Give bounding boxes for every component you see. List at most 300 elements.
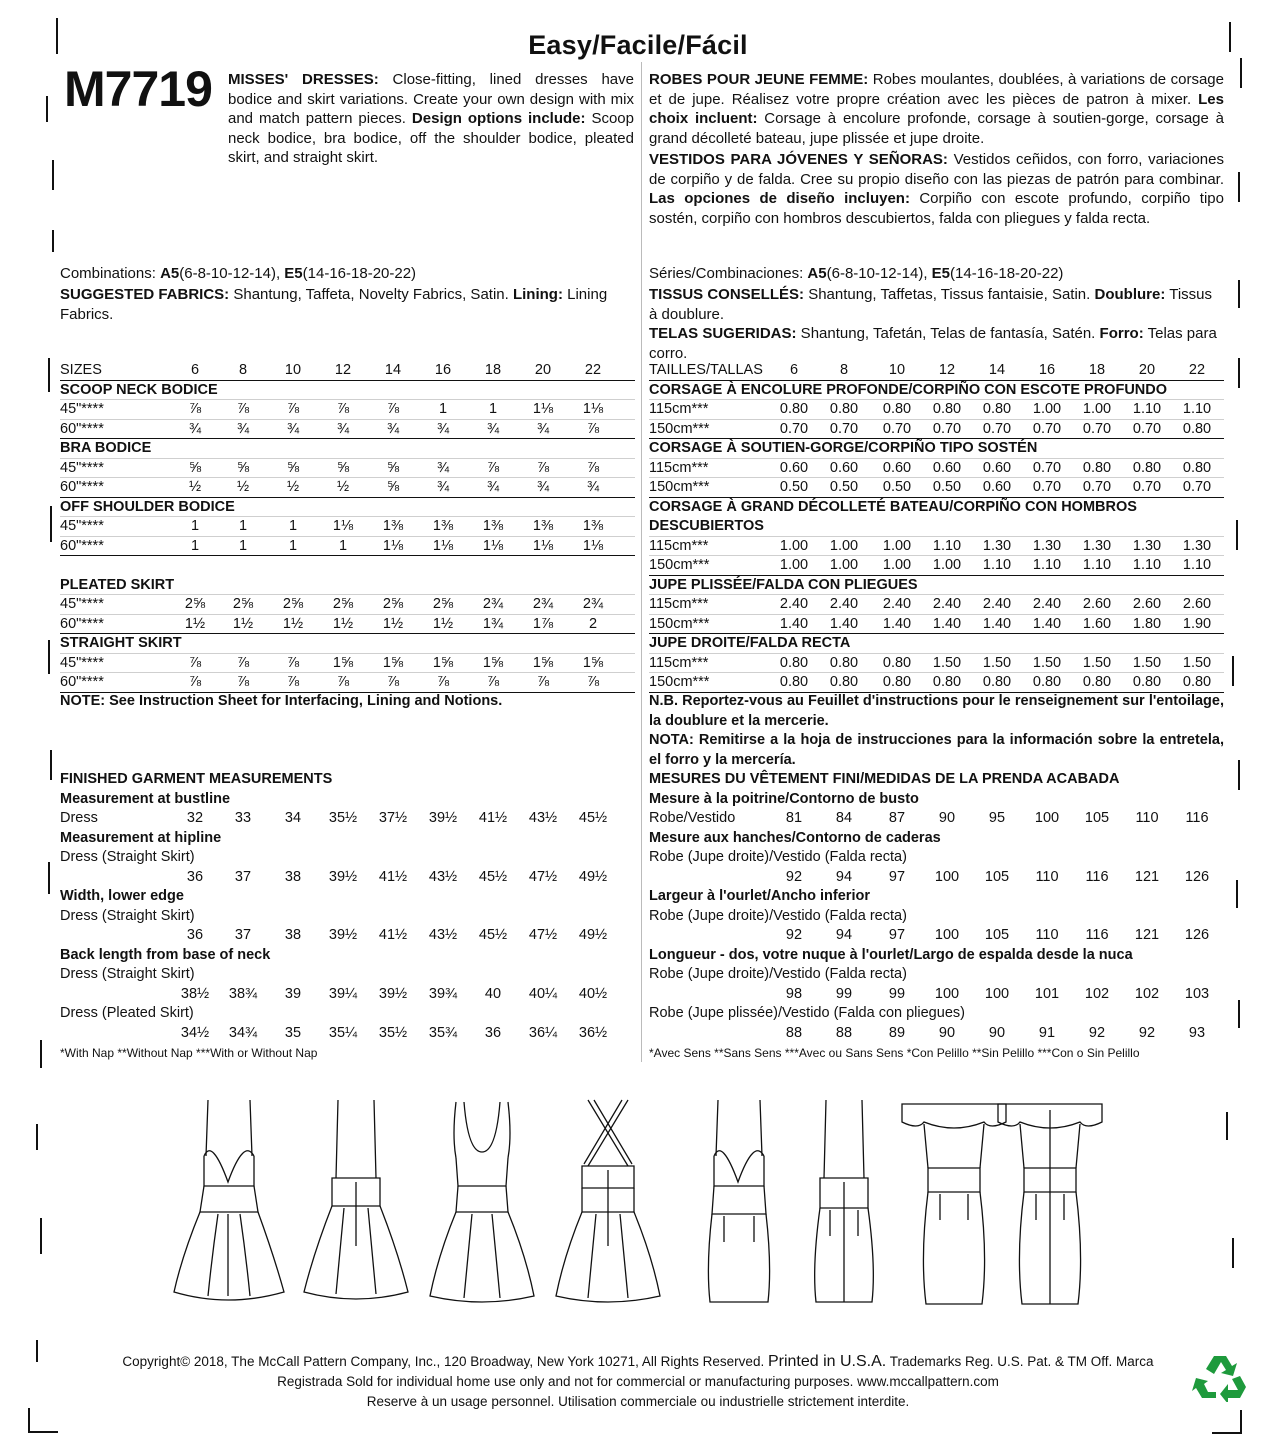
yardage-cell: ⅞ — [336, 401, 350, 417]
measurement-cell: 97 — [888, 868, 906, 885]
yardage-cell: ¾ — [188, 420, 202, 437]
yardage-row — [60, 420, 635, 440]
garment-label: Dress (Pleated Skirt) — [60, 1005, 194, 1021]
size-cell: 6 — [190, 362, 200, 378]
yardage-cell: 0.80 — [882, 674, 912, 690]
measurement-cell: 95 — [988, 810, 1006, 826]
crop-mark — [1238, 172, 1240, 202]
crop-mark — [1236, 520, 1238, 550]
measurement-cell: 110 — [1135, 810, 1159, 826]
fabric-width-label: 45"**** — [60, 654, 104, 671]
measurement-cell: 41½ — [478, 810, 508, 826]
yardage-row — [649, 420, 1224, 440]
design-options-fr-text: Corsage à encolure profonde, corsage à soutien-gorge, corsage à grand décolleté bateau, jupe plissée et jupe droite. — [649, 110, 1225, 147]
yardage-cell: 1.40 — [982, 615, 1012, 632]
yardage-cell: 1.50 — [982, 654, 1012, 671]
yardage-cell: 2.40 — [982, 596, 1012, 612]
yardage-row — [60, 517, 635, 537]
measurement-cell: 100 — [934, 868, 960, 885]
yardage-cell: ⅞ — [286, 401, 300, 417]
measurement-cell: 91 — [1038, 1024, 1056, 1041]
yardage-cell: ¾ — [286, 420, 300, 437]
description-fr-text: Robes moulantes, doublées, à variations de corsage et de jupe. Réalisez votre propre création avec les pièces de patron à mixer. — [649, 71, 1224, 108]
yardage-cell: 1⅜ — [482, 518, 504, 534]
measurement-row — [60, 809, 635, 829]
sketch-bra-pleated-back — [296, 1096, 416, 1316]
yardage-cell: 1½ — [232, 615, 254, 632]
yardage-cell: 1.50 — [932, 654, 962, 671]
crop-mark — [1240, 58, 1242, 88]
recycle-icon — [1192, 1352, 1248, 1402]
measurement-row — [60, 926, 635, 946]
yardage-cell: ⅞ — [236, 654, 250, 671]
measurement-label-row — [649, 907, 1224, 927]
trademark-text: Trademarks Reg. U.S. Pat. & TM Off. Marca — [886, 1354, 1154, 1369]
yardage-cell: ⅞ — [486, 674, 500, 690]
measurement-group-label: Measurement at hipline — [60, 829, 222, 846]
yardage-cell: 1⅜ — [382, 518, 404, 534]
note-fr: N.B. Reportez-vous au Feuillet d'instructions pour le renseignement sur l'entoilage, la doublure et la mercerie. — [649, 693, 1224, 729]
measurement-cell: 87 — [888, 810, 906, 826]
fabrics-en-lead: SUGGESTED FABRICS: — [60, 286, 230, 303]
measurement-cell: 37 — [234, 868, 252, 885]
yardage-cell: 1.40 — [779, 615, 809, 632]
description-en — [228, 70, 634, 168]
combination-e5: E5 — [284, 265, 303, 282]
yardage-row — [60, 537, 635, 557]
measurement-cell: 81 — [785, 810, 803, 826]
fabric-width-label: 45"**** — [60, 518, 104, 534]
yardage-cell: 0.50 — [932, 479, 962, 495]
measurement-cell: 94 — [835, 868, 853, 885]
lining-en-text: Lining Fabrics. — [60, 286, 608, 323]
design-options-es-lead: Las opciones de diseño incluyen: — [649, 190, 910, 207]
measurement-row — [60, 868, 635, 888]
yardage-cell: 1.00 — [829, 537, 859, 554]
yardage-cell: 1⅛ — [532, 537, 554, 554]
yardage-row — [60, 615, 635, 635]
yardage-cell: 0.60 — [982, 459, 1012, 476]
garment-label: Dress — [60, 810, 98, 826]
measurement-cell: 88 — [835, 1024, 853, 1041]
crop-mark — [1240, 1410, 1242, 1434]
yardage-cell: 1 — [190, 518, 200, 534]
yardage-cell: 1½ — [432, 615, 454, 632]
sketch-scoop-pleated-front — [422, 1096, 542, 1316]
measurement-cell: 39¾ — [428, 985, 458, 1002]
measurement-label-row — [60, 1004, 635, 1024]
yardage-cell: 1.10 — [1082, 557, 1112, 573]
measurement-cell: 92 — [1138, 1024, 1156, 1041]
yardage-cell: 1⅜ — [582, 518, 604, 534]
yardage-cell: 0.50 — [779, 479, 809, 495]
combination-e5: E5 — [931, 265, 951, 282]
measurement-cell: 36 — [186, 927, 204, 943]
crop-mark — [50, 750, 52, 780]
yardage-cell: 1.30 — [1032, 537, 1062, 554]
fabrics-en — [60, 285, 635, 324]
yardage-cell: ⅞ — [286, 654, 300, 671]
yardage-cell: 0.80 — [829, 401, 859, 417]
yardage-cell: 0.80 — [829, 674, 859, 690]
yardage-row — [60, 459, 635, 479]
yardage-cell: 1½ — [332, 615, 354, 632]
measurement-cell: 90 — [938, 1024, 956, 1041]
size-cell: 22 — [1188, 362, 1206, 378]
measurement-group-label: Back length from base of neck — [60, 946, 271, 963]
measurement-cell: 34½ — [180, 1024, 210, 1041]
yardage-cell: 1 — [238, 537, 248, 554]
yardage-cell: 1.40 — [829, 615, 859, 632]
crop-mark — [1238, 280, 1240, 308]
yardage-cell: 1.00 — [1082, 401, 1112, 417]
description-en-text: Close-fitting, lined dresses have bodice and skirt variations. Create your own design with mix and match pattern pieces. — [228, 71, 634, 127]
measurement-cell: 84 — [835, 810, 853, 826]
yardage-row — [649, 400, 1224, 420]
view-title: CORSAGE À GRAND DÉCOLLETÉ BATEAU/CORPIÑO CON HOMBROS DESCUBIERTOS — [649, 498, 1137, 534]
size-cell: 20 — [534, 362, 552, 378]
fabric-width-label: 115cm*** — [649, 654, 709, 671]
garment-label: Robe (Jupe droite)/Vestido (Falda recta) — [649, 849, 907, 865]
measurement-cell: 34¾ — [228, 1024, 258, 1041]
nap-footnote-en: *With Nap **Without Nap ***With or Without Nap — [60, 1046, 318, 1060]
sizes-label: SIZES — [60, 362, 102, 378]
yardage-cell: 0.70 — [1032, 479, 1062, 495]
yardage-cell: 1½ — [282, 615, 304, 632]
measurement-cell: 43½ — [528, 810, 558, 826]
yardage-cell: 1.10 — [1132, 557, 1162, 573]
yardage-row — [649, 615, 1224, 635]
combination-e5-sizes: (14-16-18-20-22) — [302, 265, 417, 282]
fabric-width-label: 150cm*** — [649, 615, 710, 632]
garment-label: Robe (Jupe plissée)/Vestido (Falda con pliegues) — [649, 1005, 965, 1021]
column-divider — [641, 62, 642, 1062]
yardage-cell: 2.40 — [779, 596, 809, 612]
yardage-cell: 2¾ — [532, 596, 554, 612]
combination-a5: A5 — [807, 265, 827, 282]
fabric-width-label: 150cm*** — [649, 479, 710, 495]
yardage-cell: ⅞ — [386, 674, 400, 690]
measurement-cell: 45½ — [578, 810, 608, 826]
size-cell: 8 — [238, 362, 248, 378]
yardage-cell: 1.40 — [1032, 615, 1062, 632]
measurement-cell: 40 — [484, 985, 502, 1002]
yardage-cell: 0.80 — [882, 401, 912, 417]
sketch-bra-pleated-front — [170, 1096, 290, 1316]
yardage-cell: ⅞ — [188, 401, 202, 417]
measurement-cell: 110 — [1035, 927, 1059, 943]
measurement-cell: 36½ — [578, 1024, 608, 1041]
crop-mark — [1212, 1432, 1242, 1434]
yardage-cell: 2⅝ — [332, 596, 354, 612]
note-es: NOTA: Remitirse a la hoja de instrucciones para la información sobre la entretela, el forro y la mercería. — [649, 732, 1224, 768]
measurement-cell: 98 — [785, 985, 803, 1002]
measurement-cell: 99 — [888, 985, 906, 1002]
yardage-cell: 1¾ — [482, 615, 504, 632]
measurement-label-row — [60, 848, 635, 868]
description-es — [649, 150, 1224, 228]
design-options-fr-lead: Les choix incluent: — [649, 90, 1224, 127]
yardage-cell: 1⅛ — [482, 537, 504, 554]
combination-e5-sizes: (14-16-18-20-22) — [950, 265, 1064, 282]
garment-label: Dress (Straight Skirt) — [60, 849, 195, 865]
fabric-width-label: 115cm*** — [649, 596, 709, 612]
yardage-cell: 1⅜ — [532, 518, 554, 534]
crop-mark — [1238, 760, 1240, 790]
description-en-lead: MISSES' DRESSES: — [228, 71, 379, 88]
yardage-cell: 0.70 — [1082, 420, 1112, 437]
yardage-cell: ½ — [188, 479, 202, 495]
description-fr — [649, 70, 1224, 148]
measurement-cell: 37 — [234, 927, 252, 943]
fabrics-es-lead: TELAS SUGERIDAS: — [649, 325, 797, 342]
crop-mark — [40, 1040, 42, 1068]
yardage-cell: 0.80 — [779, 654, 809, 671]
crop-mark — [52, 230, 54, 252]
combinations-fr-label: Séries/Combinaciones: — [649, 265, 808, 282]
yardage-row — [60, 400, 635, 420]
yardage-cell: 0.80 — [1132, 459, 1162, 476]
yardage-cell: ⅝ — [386, 459, 400, 476]
yardage-cell: 0.70 — [882, 420, 912, 437]
measurement-cell: 116 — [1085, 868, 1109, 885]
measurement-cell: 47½ — [528, 927, 558, 943]
yardage-cell: 0.80 — [1082, 459, 1112, 476]
yardage-cell: 0.60 — [779, 459, 809, 476]
combinations-en-label: Combinations: — [60, 265, 161, 282]
yardage-cell: 0.80 — [1182, 674, 1212, 690]
design-options-es-text: Corpiño con escote profundo, corpiño tipo sostén, corpiño con hombros descubiertos, falda con pliegues y falda recta. — [649, 190, 1224, 227]
copyright-line-2: Registrada Sold for individual home use only and not for commercial or manufacturing purposes. www.mccallpattern.com — [277, 1374, 999, 1389]
view-section-title — [60, 439, 635, 459]
measurement-cell: 39½ — [428, 810, 458, 826]
yardage-cell: 1 — [438, 401, 448, 417]
measurement-cell: 35 — [284, 1024, 302, 1041]
view-title: CORSAGE À SOUTIEN-GORGE/CORPIÑO TIPO SOSTÉN — [649, 440, 1038, 456]
crop-mark — [1232, 1238, 1234, 1268]
yardage-cell: 1⅜ — [432, 518, 454, 534]
size-cell: 20 — [1138, 362, 1156, 378]
measurement-cell: 38¾ — [228, 985, 258, 1002]
yardage-cell: 1.00 — [882, 537, 912, 554]
yardage-cell: 1⅞ — [532, 615, 554, 632]
printed-in: Printed in U.S.A. — [767, 1353, 887, 1370]
yardage-cell: 1.00 — [882, 557, 912, 573]
yardage-cell: 2.40 — [829, 596, 859, 612]
copyright-text: Copyright© 2018, The McCall Pattern Company, Inc., 120 Broadway, New York 10271, All Rights Reserved. — [122, 1354, 768, 1369]
yardage-cell: 2.60 — [1132, 596, 1162, 612]
yardage-row — [649, 673, 1224, 693]
fabrics-fr-text: Shantung, Taffetas, Tissus fantaisie, Satin. — [804, 286, 1095, 303]
nap-footnote-fr-es: *Avec Sens **Sans Sens ***Avec ou Sans Sens *Con Pelillo **Sin Pelillo ***Con o Sin Pelillo — [649, 1046, 1140, 1060]
yardage-cell: 1.40 — [932, 615, 962, 632]
yardage-cell: ¾ — [386, 420, 400, 437]
yardage-cell: ½ — [336, 479, 350, 495]
yardage-cell: 1⅛ — [582, 401, 604, 417]
fabric-width-label: 45"**** — [60, 459, 104, 476]
yardage-cell: ⅞ — [386, 401, 400, 417]
combinations-en — [60, 264, 416, 284]
yardage-cell: 1⅝ — [332, 654, 354, 671]
yardage-cell: ¾ — [236, 420, 250, 437]
fabrics-en-text: Shantung, Taffeta, Novelty Fabrics, Satin. — [229, 286, 513, 303]
yardage-cell: ⅝ — [236, 459, 250, 476]
measurement-cell: 37½ — [378, 810, 408, 826]
yardage-cell: 0.80 — [1182, 420, 1212, 437]
yardage-cell: 1 — [338, 537, 348, 554]
yardage-cell: ⅝ — [286, 459, 300, 476]
yardage-cell: ¾ — [536, 420, 550, 437]
crop-mark — [28, 1431, 58, 1433]
measurement-group-label: Mesure à la poitrine/Contorno de busto — [649, 790, 919, 807]
yardage-cell: 0.80 — [779, 674, 809, 690]
lining-es-lead: Forro: — [1099, 325, 1144, 342]
yardage-cell: 1.00 — [779, 537, 809, 554]
view-title: STRAIGHT SKIRT — [60, 635, 182, 651]
measurement-cell: 38 — [284, 927, 302, 943]
measurements-table-fr — [649, 770, 1224, 1043]
yardage-cell: 1 — [238, 518, 248, 534]
measurement-cell: 121 — [1134, 927, 1160, 943]
measurement-cell: 100 — [934, 927, 960, 943]
crop-mark — [36, 1124, 38, 1150]
yardage-cell: 0.80 — [982, 401, 1012, 417]
sketch-offshoulder-straight-back — [990, 1096, 1110, 1316]
yardage-cell: 1⅝ — [482, 654, 504, 671]
measurement-cell: 121 — [1134, 868, 1160, 885]
lining-en-lead: Lining: — [512, 286, 563, 303]
description-es-lead: VESTIDOS PARA JÓVENES Y SEÑORAS: — [649, 151, 948, 168]
yardage-cell: 1⅝ — [432, 654, 454, 671]
measurement-cell: 41½ — [378, 927, 408, 943]
combination-a5-sizes: (6-8-10-12-14), — [179, 265, 285, 282]
yardage-cell: 1.00 — [829, 557, 859, 573]
design-options-en-lead: Design options include: — [411, 110, 586, 127]
yardage-cell: 0.80 — [982, 674, 1012, 690]
yardage-cell: 0.70 — [779, 420, 809, 437]
yardage-cell: 2 — [588, 615, 598, 632]
measurement-group-title — [649, 887, 1224, 907]
measurement-cell: 38½ — [180, 985, 210, 1002]
measurement-group-title — [649, 946, 1224, 966]
yardage-cell: 0.70 — [932, 420, 962, 437]
yardage-cell: 1.60 — [1082, 615, 1112, 632]
crop-mark — [1232, 656, 1234, 686]
yardage-cell: 2.60 — [1182, 596, 1212, 612]
description-fr-lead: ROBES POUR JEUNE FEMME: — [649, 71, 869, 88]
size-cell: 6 — [789, 362, 799, 378]
yardage-cell: 1.50 — [1182, 654, 1212, 671]
yardage-row — [649, 556, 1224, 576]
yardage-cell: ⅞ — [188, 674, 202, 690]
measurement-group-title — [60, 887, 635, 907]
measurements-title: MESURES DU VÊTEMENT FINI/MEDIDAS DE LA PRENDA ACABADA — [649, 771, 1120, 787]
lining-fr-text: Tissus à doublure. — [649, 286, 1213, 323]
measurement-row — [60, 985, 635, 1005]
measurement-cell: 39 — [284, 985, 302, 1002]
crop-mark — [48, 862, 50, 894]
measurement-group-title — [649, 829, 1224, 849]
yardage-cell: ¾ — [436, 459, 450, 476]
yardage-cell: 2.40 — [882, 596, 912, 612]
measurement-cell: 102 — [1084, 985, 1110, 1002]
yardage-cell: 1 — [288, 537, 298, 554]
yardage-cell: 1.10 — [1132, 401, 1162, 417]
measurement-cell: 43½ — [428, 927, 458, 943]
yardage-cell: 0.70 — [1182, 479, 1212, 495]
yardage-cell: 0.70 — [982, 420, 1012, 437]
crop-mark — [1226, 1112, 1228, 1140]
fabric-width-label: 150cm*** — [649, 674, 710, 690]
crop-mark — [50, 506, 52, 542]
measurement-cell: 40½ — [578, 985, 608, 1002]
yardage-cell: ⅞ — [236, 401, 250, 417]
measurement-cell: 47½ — [528, 868, 558, 885]
crop-mark — [1236, 880, 1238, 908]
yardage-cell: 1.10 — [1032, 557, 1062, 573]
yardage-cell: ¾ — [436, 420, 450, 437]
measurement-label-row — [649, 1004, 1224, 1024]
view-section-title — [649, 634, 1224, 654]
fabric-width-label: 150cm*** — [649, 420, 710, 437]
lining-es-text: Telas para corro. — [649, 325, 1217, 362]
fabric-width-label: 45"**** — [60, 401, 104, 417]
measurement-group-label: Mesure aux hanches/Contorno de caderas — [649, 829, 941, 846]
yardage-cell: 0.80 — [932, 674, 962, 690]
sketch-bra-straight-front — [680, 1096, 800, 1316]
yardage-cell: 0.50 — [829, 479, 859, 495]
yardage-cell: ⅞ — [286, 674, 300, 690]
fabric-width-label: 60"**** — [60, 479, 104, 495]
measurement-cell: 39½ — [378, 985, 408, 1002]
measurement-cell: 39½ — [328, 868, 358, 885]
fabric-width-label: 45"**** — [60, 596, 104, 612]
measurement-cell: 92 — [785, 927, 803, 943]
view-title: SCOOP NECK BODICE — [60, 381, 218, 398]
yardage-cell: 0.60 — [829, 459, 859, 476]
fabric-width-label: 60"**** — [60, 420, 104, 437]
view-section-title — [60, 498, 635, 518]
size-cell: 12 — [334, 362, 352, 378]
yardage-cell: 1½ — [382, 615, 404, 632]
measurement-cell: 39¼ — [328, 985, 358, 1002]
measurement-label-row — [649, 965, 1224, 985]
garment-label: Robe (Jupe droite)/Vestido (Falda recta) — [649, 966, 907, 982]
size-cell: 18 — [484, 362, 502, 378]
yardage-cell: 1.10 — [932, 537, 962, 554]
yardage-cell: ¾ — [536, 479, 550, 495]
measurement-cell: 110 — [1035, 868, 1059, 885]
yardage-cell: 1⅛ — [382, 537, 404, 554]
size-cell: 14 — [384, 362, 402, 378]
measurement-cell: 32 — [186, 810, 204, 826]
technical-drawings — [170, 1096, 1110, 1316]
measurement-group-label: Longueur - dos, votre nuque à l'ourlet/Largo de espalda desde la nuca — [649, 946, 1133, 963]
combination-a5-sizes: (6-8-10-12-14), — [826, 265, 932, 282]
measurement-group-title — [60, 790, 635, 810]
yardage-table-en — [60, 361, 635, 693]
measurement-cell: 100 — [934, 985, 960, 1002]
size-cell: 18 — [1088, 362, 1106, 378]
yardage-cell: 1⅛ — [532, 401, 554, 417]
measurement-group-label: Width, lower edge — [60, 888, 184, 904]
measurement-cell: 126 — [1184, 868, 1210, 885]
crop-mark — [48, 358, 50, 392]
yardage-cell: 1.30 — [982, 537, 1012, 554]
sizes-header-row — [60, 361, 635, 381]
yardage-cell: 1.10 — [1182, 401, 1212, 417]
yardage-cell: ⅝ — [336, 459, 350, 476]
